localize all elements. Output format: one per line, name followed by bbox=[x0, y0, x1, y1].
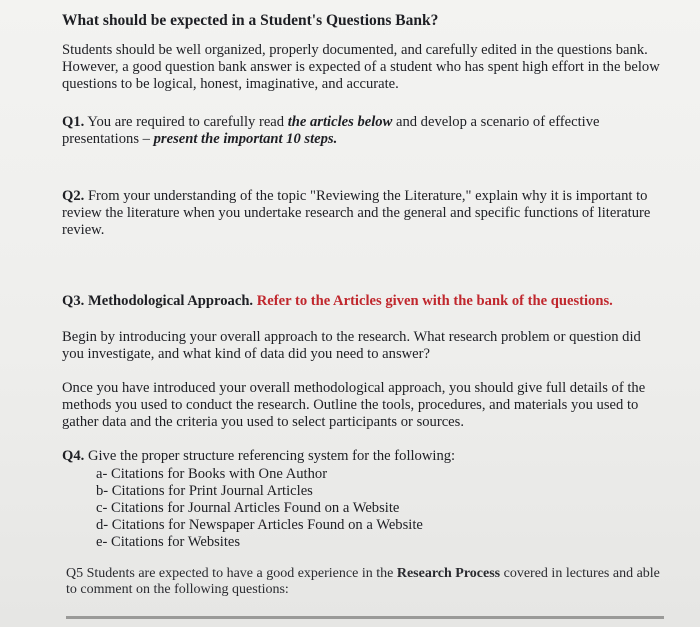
question-1-label: Q1. bbox=[62, 114, 85, 130]
question-4-label: Q4. bbox=[62, 448, 85, 464]
question-5-text-b: covered in lectures and able to comment on the following questions: bbox=[66, 566, 660, 597]
citation-list bbox=[96, 466, 664, 551]
list-item: b- Citations for Print Journal Articles bbox=[96, 483, 313, 499]
list-item: e- Citations for Websites bbox=[96, 534, 241, 550]
list-item: d- Citations for Newspaper Articles Found on a Website bbox=[96, 517, 423, 533]
question-3-paragraph-1: Begin by introducing your overall approach to the research. What research problem or question did you investigate, and what kind of data did you need to answer? bbox=[62, 329, 641, 362]
question-2 bbox=[62, 188, 664, 239]
question-2-text: From your understanding of the topic "Reviewing the Literature," explain why it is important to review the literature when you undertake research and the general and specific functions of literature review. bbox=[62, 188, 651, 238]
bottom-divider bbox=[66, 616, 664, 619]
question-5-emphasis: Research Process bbox=[396, 566, 501, 581]
question-5-text-a: Q5 Students are expected to have a good experience in the bbox=[66, 566, 397, 581]
question-1 bbox=[62, 114, 664, 148]
question-3-label: Q3. Methodological Approach. bbox=[62, 293, 254, 309]
question-3-heading bbox=[62, 293, 664, 310]
intro-paragraph: Students should be well organized, properly documented, and carefully edited in the questions bank. However, a good question bank answer is expected of a student who has spent high effort in the below questions to be logical, honest, imaginative, and accurate. bbox=[62, 42, 660, 92]
question-5 bbox=[66, 566, 664, 598]
list-item: c- Citations for Journal Articles Found on a Website bbox=[96, 500, 400, 516]
question-4 bbox=[62, 448, 664, 551]
list-item: a- Citations for Books with One Author bbox=[96, 466, 328, 482]
question-3-paragraph-2: Once you have introduced your overall methodological approach, you should give full details of the methods you used to conduct the research. Outline the tools, procedures, and materials you used to gather data and the criteria you used to select participants or sources. bbox=[62, 380, 646, 430]
question-1-text-b: and develop a scenario of effective presentations – bbox=[62, 114, 600, 147]
page-title: What should be expected in a Student's Questions Bank? bbox=[62, 12, 439, 29]
question-1-text-a: You are required to carefully read bbox=[84, 114, 288, 130]
question-4-text: Give the proper structure referencing system for the following: bbox=[84, 448, 456, 464]
question-3-note: Refer to the Articles given with the bank of the questions. bbox=[253, 293, 613, 309]
question-1-emphasis-b: present the important 10 steps. bbox=[153, 131, 338, 147]
question-2-label: Q2. bbox=[62, 188, 85, 204]
question-1-emphasis-a: the articles below bbox=[287, 114, 393, 130]
